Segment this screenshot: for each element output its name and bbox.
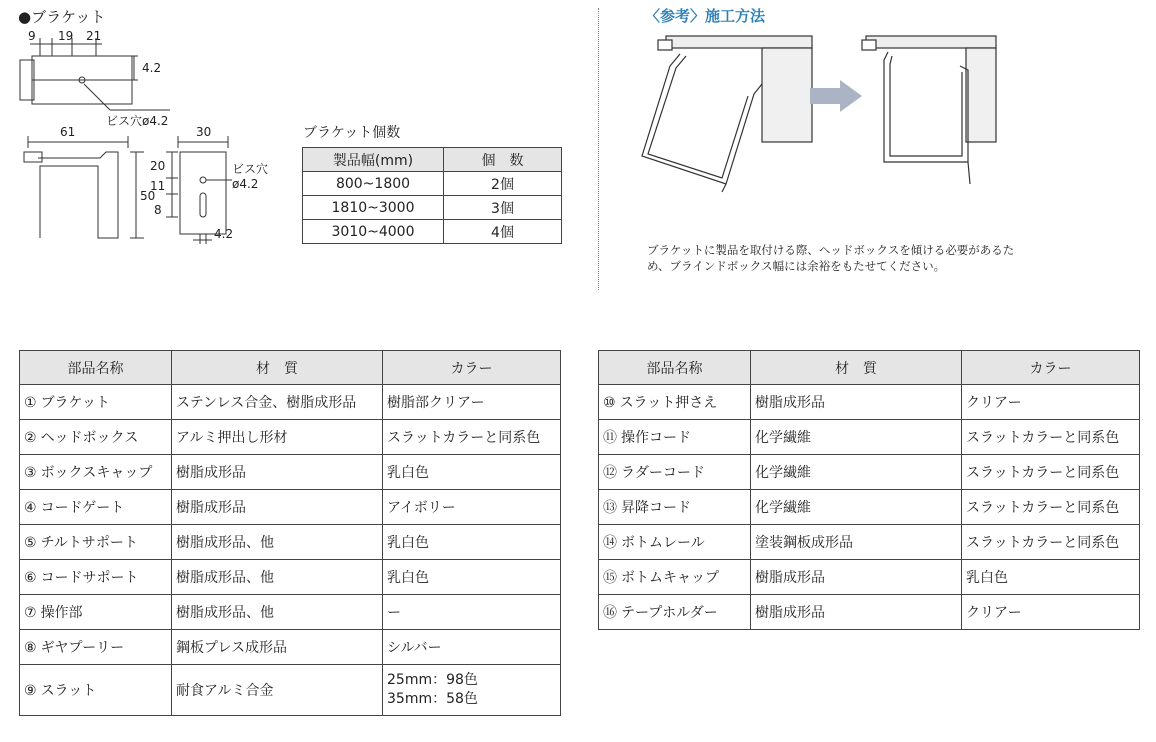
- part-label: ボトムレール: [621, 535, 705, 551]
- part-material: 耐食アルミ合金: [172, 665, 383, 716]
- header-part-name: 部品名称: [20, 351, 172, 385]
- part-number: ⑭: [603, 535, 617, 551]
- part-number: ⑯: [603, 605, 617, 621]
- parts-table-left: [19, 350, 561, 716]
- dim-8: 8: [154, 203, 162, 217]
- count-header-width: 製品幅(mm): [303, 148, 444, 172]
- slat-color-35: 35mm：58色: [387, 691, 478, 707]
- bracket-count-table: [302, 147, 562, 244]
- parts-header-row: [20, 351, 561, 385]
- part-number: ⑮: [603, 570, 617, 586]
- count-row: [303, 220, 562, 244]
- part-name: [20, 420, 172, 455]
- part-number: ⑥: [24, 570, 37, 586]
- part-color: ー: [383, 595, 561, 630]
- part-material: 樹脂成形品: [172, 490, 383, 525]
- count-qty: 4個: [444, 220, 562, 244]
- installed-headbox: [884, 52, 968, 162]
- count-header-qty: 個 数: [444, 148, 562, 172]
- part-name: [20, 385, 172, 420]
- part-number: ⑦: [24, 605, 37, 621]
- part-name: [20, 630, 172, 665]
- part-label: 昇降コード: [621, 500, 691, 516]
- part-name: [20, 490, 172, 525]
- count-qty: 3個: [444, 196, 562, 220]
- part-material: 樹脂成形品: [751, 560, 962, 595]
- header-part-name: 部品名称: [599, 351, 751, 385]
- part-material: ステンレス合金、樹脂成形品: [172, 385, 383, 420]
- table-row: [20, 525, 561, 560]
- dim-9: 9: [28, 29, 36, 43]
- table-row: [599, 525, 1140, 560]
- part-label: ギヤプーリー: [40, 640, 125, 656]
- count-width: 3010~4000: [303, 220, 444, 244]
- count-table-title: ブラケット個数: [303, 125, 401, 141]
- part-name: [599, 525, 751, 560]
- dim-21: 21: [86, 29, 102, 43]
- part-label: コードゲート: [40, 500, 125, 516]
- count-qty: 2個: [444, 172, 562, 196]
- part-material: 塗装鋼板成形品: [751, 525, 962, 560]
- table-row: [599, 455, 1140, 490]
- part-color: スラットカラーと同系色: [962, 455, 1140, 490]
- part-color: アイボリー: [383, 490, 561, 525]
- part-color: 乳白色: [383, 525, 561, 560]
- part-label: ボトムキャップ: [621, 570, 719, 586]
- part-color: 樹脂部クリアー: [383, 385, 561, 420]
- table-row: [599, 595, 1140, 630]
- part-number: ③: [24, 465, 37, 481]
- dim-4-2-bottom: 4.2: [214, 227, 234, 241]
- table-row: [20, 630, 561, 665]
- table-row: [20, 595, 561, 630]
- part-color: クリアー: [962, 595, 1140, 630]
- table-row: [20, 385, 561, 420]
- part-number: ④: [24, 500, 37, 516]
- part-label: ブラケット: [40, 395, 110, 411]
- bracket-side-clip: [24, 152, 42, 162]
- part-material: アルミ押出し形材: [172, 420, 383, 455]
- part-number: ⑩: [603, 395, 616, 411]
- ceiling-bracket-left: [666, 36, 812, 48]
- part-color: スラットカラーと同系色: [962, 420, 1140, 455]
- dim-4-2-top: 4.2: [142, 61, 162, 75]
- table-row: [599, 560, 1140, 595]
- dim-20: 20: [150, 159, 166, 173]
- part-name: [599, 385, 751, 420]
- part-number: ⑤: [24, 535, 37, 551]
- dim-30: 30: [196, 125, 212, 139]
- count-row: [303, 172, 562, 196]
- part-label: スラット押さえ: [619, 395, 718, 411]
- part-color: シルバー: [383, 630, 561, 665]
- part-number: ⑪: [603, 430, 617, 446]
- part-label: ヘッドボックス: [40, 430, 139, 446]
- screw-hole-label-2-dia: ø4.2: [232, 177, 259, 191]
- slat-color-25: 25mm：98色: [387, 672, 478, 688]
- part-label: 操作部: [40, 605, 83, 621]
- part-color: スラットカラーと同系色: [962, 490, 1140, 525]
- part-label: コードサポート: [40, 570, 139, 586]
- part-number: ⑫: [603, 465, 617, 481]
- arrow-icon: [810, 80, 862, 112]
- count-row: [303, 196, 562, 220]
- part-name: [599, 490, 751, 525]
- table-row: [599, 420, 1140, 455]
- header-color: カラー: [962, 351, 1140, 385]
- part-material: 樹脂成形品、他: [172, 560, 383, 595]
- part-material: 樹脂成形品、他: [172, 595, 383, 630]
- count-header-row: [303, 148, 562, 172]
- reference-note: ブラケットに製品を取付ける際、ヘッドボックスを傾ける必要があるため、ブラインドボックス幅には余裕をもたせてください。: [647, 243, 1015, 273]
- header-material: 材 質: [751, 351, 962, 385]
- table-row: [20, 490, 561, 525]
- part-label: チルトサポート: [40, 535, 138, 551]
- table-row-slat: [20, 665, 561, 716]
- bracket-side-body: [38, 152, 118, 238]
- part-name: [599, 595, 751, 630]
- part-material: 化学繊維: [751, 420, 962, 455]
- part-color: 乳白色: [383, 455, 561, 490]
- screw-hole-front: [200, 177, 206, 183]
- part-color: 乳白色: [962, 560, 1140, 595]
- count-width: 800~1800: [303, 172, 444, 196]
- header-color: カラー: [383, 351, 561, 385]
- part-number: ⑧: [24, 640, 37, 656]
- wall-box-right: [966, 48, 996, 142]
- dim-50: 50: [140, 189, 156, 203]
- part-material: 化学繊維: [751, 455, 962, 490]
- part-number: ①: [24, 395, 37, 411]
- parts-header-row: [599, 351, 1140, 385]
- parts-table-right: [598, 350, 1140, 630]
- part-label: スラット: [40, 683, 97, 699]
- part-number: ⑬: [603, 500, 617, 516]
- bracket-title: ●ブラケット: [18, 8, 106, 26]
- part-color: スラットカラーと同系色: [383, 420, 561, 455]
- ceiling-bracket-right: [866, 36, 996, 48]
- table-row: [20, 560, 561, 595]
- part-number: ⑨: [24, 683, 37, 699]
- reference-title: 〈参考〉施工方法: [645, 7, 766, 25]
- part-color: 乳白色: [383, 560, 561, 595]
- part-color: クリアー: [962, 385, 1140, 420]
- screw-hole-label: ビス穴ø4.2: [106, 114, 169, 128]
- count-width: 1810~3000: [303, 196, 444, 220]
- part-name: [20, 665, 172, 716]
- part-name: [599, 420, 751, 455]
- part-name: [599, 455, 751, 490]
- table-row: [20, 455, 561, 490]
- wall-box-left: [762, 48, 812, 142]
- part-material: 樹脂成形品、他: [172, 525, 383, 560]
- part-material: 鋼板プレス成形品: [172, 630, 383, 665]
- part-name: [20, 595, 172, 630]
- part-material: 樹脂成形品: [751, 595, 962, 630]
- header-material: 材 質: [172, 351, 383, 385]
- part-label: ボックスキャップ: [40, 465, 153, 481]
- dim-61: 61: [60, 125, 76, 139]
- table-row: [599, 490, 1140, 525]
- part-material: 樹脂成形品: [751, 385, 962, 420]
- table-row: [20, 420, 561, 455]
- dim-11: 11: [150, 179, 166, 193]
- part-number: ②: [24, 430, 37, 446]
- table-row: [599, 385, 1140, 420]
- part-material: 樹脂成形品: [172, 455, 383, 490]
- section-divider: [598, 8, 599, 290]
- dim-19: 19: [58, 29, 74, 43]
- part-label: 操作コード: [621, 430, 691, 446]
- bracket-drawing: [10, 28, 280, 253]
- part-material: 化学繊維: [751, 490, 962, 525]
- part-name: [20, 560, 172, 595]
- part-name: [20, 525, 172, 560]
- part-label: テープホルダー: [621, 605, 718, 621]
- part-color: [383, 665, 561, 716]
- part-color: スラットカラーと同系色: [962, 525, 1140, 560]
- part-label: ラダーコード: [621, 465, 705, 481]
- installation-diagram: [630, 26, 1010, 196]
- screw-hole-label-2: ビス穴: [232, 162, 269, 176]
- part-name: [20, 455, 172, 490]
- part-name: [599, 560, 751, 595]
